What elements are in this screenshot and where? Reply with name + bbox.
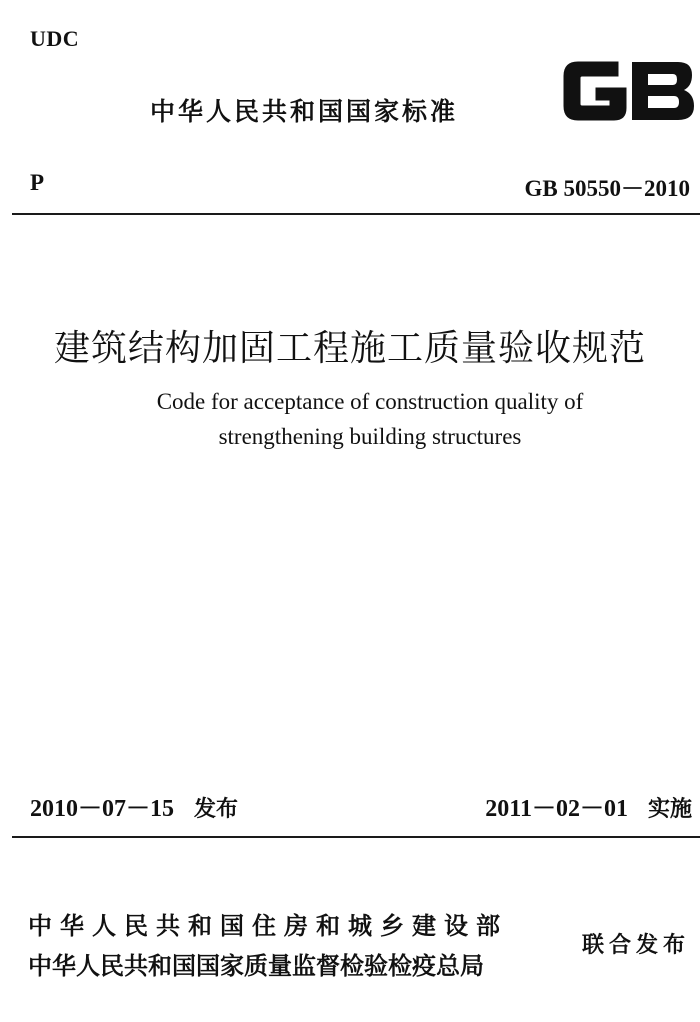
category-code: P: [30, 170, 45, 195]
title-english: [0, 384, 700, 454]
title-chinese: 建筑结构加固工程施工质量验收规范: [53, 328, 646, 369]
gb-logo: [560, 56, 696, 126]
gb-logo-graphic: [560, 56, 696, 126]
issuer-ministry-housing: 中华人民共和国住房和城乡建设部: [28, 912, 508, 940]
implementation-label: 实施: [647, 797, 692, 822]
national-standard-heading: 中华人民共和国国家标准: [150, 97, 459, 126]
issue-date-row: [30, 788, 238, 823]
implementation-date: 2011－02－01: [485, 796, 628, 822]
standard-number: GB 50550－2010: [524, 176, 690, 201]
joint-issue-label: 联合发布: [581, 933, 690, 958]
issue-date: 2010－07－15: [30, 796, 174, 822]
header-divider: [12, 213, 700, 215]
implementation-date-row: [485, 788, 692, 823]
issue-label: 发布: [194, 797, 239, 822]
title-english-line1: Code for acceptance of construction quality of: [156, 389, 584, 414]
title-english-line2: strengthening building structures: [218, 424, 522, 449]
udc-label: UDC: [30, 26, 80, 51]
footer-divider: [12, 836, 700, 838]
issuer-aqsiq: 中华人民共和国国家质量监督检验检疫总局: [28, 952, 484, 980]
